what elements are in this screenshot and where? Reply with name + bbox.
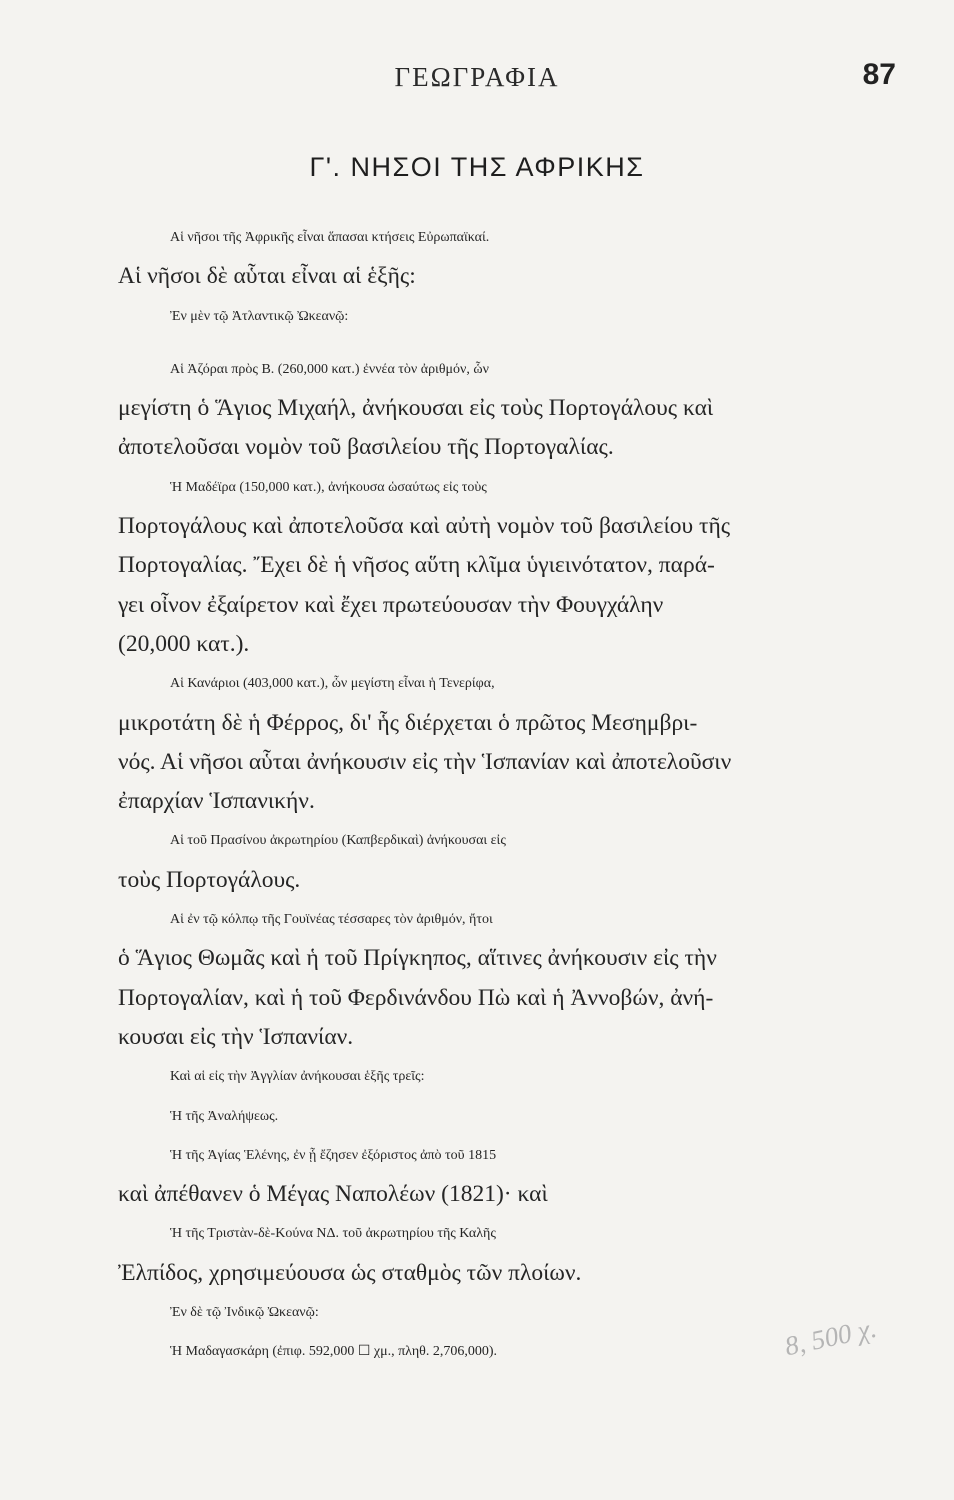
- text-line: κουσαι εἰς τὴν Ἱσπανίαν.: [118, 1023, 354, 1050]
- pencil-annotation: 8, 500 χ.: [782, 1312, 880, 1362]
- text-line: Πορτογαλίας. Ἔχει δὲ ἡ νῆσος αὕτη κλῖμα ὑγιεινότατον, παρά-: [118, 552, 715, 579]
- text-line: Ἡ τῆς Ἁγίας Ἑλένης, ἐν ᾗ ἔζησεν ἐξόριστος ἀπὸ τοῦ 1815: [170, 1147, 497, 1163]
- text-line: καὶ ἀπέθανεν ὁ Μέγας Ναπολέων (1821)· καὶ: [118, 1181, 548, 1208]
- text-line: Ἡ Μαδέϊρα (150,000 κατ.), ἀνήκουσα ὡσαύτως εἰς τοὺς: [170, 479, 487, 495]
- text-line: μεγίστη ὁ Ἅγιος Μιχαήλ, ἀνήκουσαι εἰς τοὺς Πορτογάλους καὶ: [118, 395, 714, 422]
- running-title: ΓΕΩΓΡΑΦΙΑ: [394, 62, 560, 92]
- text-line: Καὶ αἱ εἰς τὴν Ἀγγλίαν ἀνήκουσαι ἑξῆς τρεῖς:: [170, 1069, 425, 1085]
- text-line: (20,000 κατ.).: [118, 630, 250, 657]
- text-line: μικροτάτη δὲ ἡ Φέρρος, δι' ἧς διέρχεται ὁ πρῶτος Μεσημβρι-: [118, 709, 698, 736]
- text-line: γει οἶνον ἐξαίρετον καὶ ἔχει πρωτεύουσαν τὴν Φουγχάλην: [118, 591, 664, 618]
- text-line: Ἐλπίδος, χρησιμεύουσα ὡς σταθμὸς τῶν πλοίων.: [118, 1259, 582, 1286]
- text-line: Αἱ νῆσοι τῆς Ἀφρικῆς εἶναι ἅπασαι κτήσεις Εὐρωπαϊκαί.: [170, 230, 490, 245]
- text-line: Αἱ νῆσοι δὲ αὗται εἶναι αἱ ἑξῆς:: [118, 263, 416, 290]
- text-line: ἐπαρχίαν Ἱσπανικήν.: [118, 788, 315, 815]
- text-line: Αἱ Ἀζόραι πρὸς Β. (260,000 κατ.) ἐννέα τὸν ἀριθμόν, ὧν: [170, 361, 489, 377]
- text-line: Ἡ τῆς Τριστὰν-δὲ-Κούνα ΝΔ. τοῦ ἀκρωτηρίου τῆς Καλῆς: [170, 1226, 496, 1242]
- text-line: Αἱ Κανάριοι (403,000 κατ.), ὧν μεγίστη εἶναι ἡ Τενερίφα,: [170, 676, 495, 692]
- text-line: Πορτογαλίαν, καὶ ἡ τοῦ Φερδινάνδου Πὼ καὶ ἡ Ἀννοβών, ἀνή-: [118, 984, 714, 1011]
- text-line: νός. Αἱ νῆσοι αὗται ἀνήκουσιν εἰς τὴν Ἱσπανίαν καὶ ἀποτελοῦσιν: [118, 748, 732, 775]
- text-line: Ἡ Μαδαγασκάρη (ἐπιφ. 592,000 ☐ χμ., πληθ. 2,706,000).: [170, 1344, 498, 1360]
- text-line: τοὺς Πορτογάλους.: [118, 866, 301, 893]
- running-head: [0, 58, 954, 102]
- text-line: ὁ Ἅγιος Θωμᾶς καὶ ἡ τοῦ Πρίγκηπος, αἵτινες ἀνήκουσιν εἰς τὴν: [118, 945, 717, 972]
- text-line: ἀποτελοῦσαι νομὸν τοῦ βασιλείου τῆς Πορτογαλίας.: [118, 434, 614, 461]
- text-line: Ἐν μὲν τῷ Ἀτλαντικῷ Ὠκεανῷ:: [170, 308, 349, 324]
- text-line: Πορτογάλους καὶ ἀποτελοῦσα καὶ αὐτὴ νομὸν τοῦ βασιλείου τῆς: [118, 513, 731, 540]
- text-line: Αἱ ἐν τῷ κόλπῳ τῆς Γουϊνέας τέσσαρες τὸν ἀριθμόν, ἤτοι: [170, 912, 493, 928]
- text-line: Ἡ τῆς Ἀναλήψεως.: [170, 1108, 279, 1124]
- text-line: Αἱ τοῦ Πρασίνου ἀκρωτηρίου (Καπβερδικαὶ) ἀνήκουσαι εἰς: [170, 833, 506, 849]
- text-line: Ἐν δὲ τῷ Ἰνδικῷ Ὠκεανῷ:: [170, 1305, 319, 1321]
- section-title: Γ'. ΝΗΣΟΙ ΤΗΣ ΑΦΡΙΚΗΣ: [309, 152, 645, 182]
- body-text: [118, 218, 896, 1372]
- page-number: 87: [862, 58, 896, 91]
